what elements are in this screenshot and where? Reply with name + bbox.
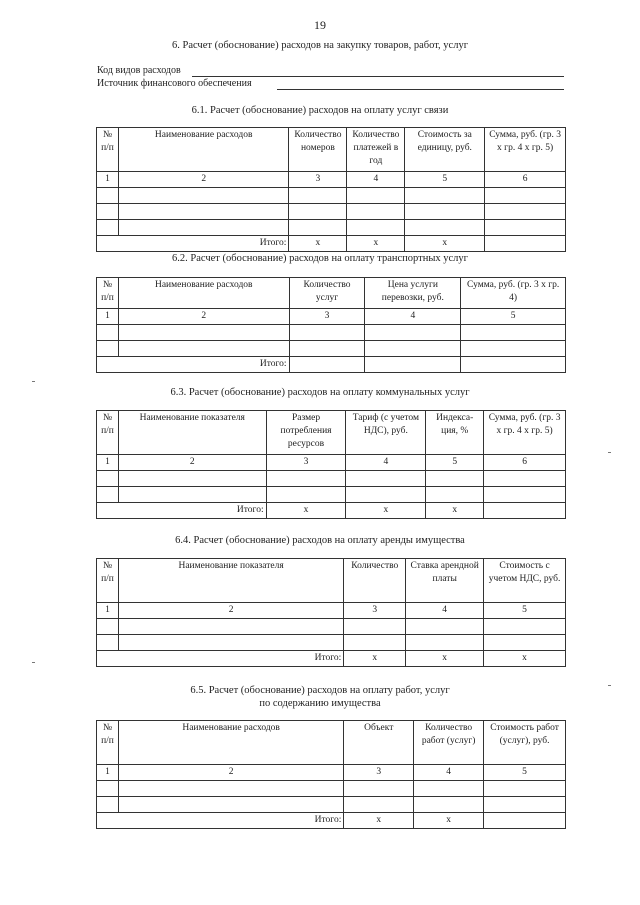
table-cell[interactable] (118, 634, 343, 650)
table-cell[interactable] (118, 618, 343, 634)
table-cell[interactable] (289, 187, 347, 203)
column-number: 6 (485, 172, 566, 188)
funding-source-label: Источник финансового обеспечения (97, 78, 252, 89)
table-cell[interactable] (484, 486, 566, 502)
page-number: 19 (314, 18, 326, 32)
total-mark: х (484, 650, 566, 666)
table-cell[interactable] (405, 219, 485, 235)
table-cell[interactable] (118, 340, 289, 356)
table-cell[interactable] (344, 634, 406, 650)
funding-source-line (277, 89, 564, 90)
table-cell[interactable] (97, 780, 119, 796)
column-number: 6 (484, 455, 566, 471)
total-mark: х (426, 502, 484, 518)
header-cell: Количество номеров (289, 128, 347, 172)
total-value-cell[interactable] (365, 356, 461, 372)
table-cell[interactable] (97, 634, 119, 650)
column-number: 1 (97, 765, 119, 781)
table-cell[interactable] (118, 187, 288, 203)
total-mark: х (414, 812, 484, 828)
total-value-cell[interactable] (485, 235, 566, 251)
table-cell[interactable] (289, 340, 365, 356)
column-number-row (97, 455, 566, 471)
total-label: Итого: (97, 235, 289, 251)
table-cell[interactable] (485, 203, 566, 219)
table-cell[interactable] (97, 470, 119, 486)
column-number: 1 (97, 603, 119, 619)
table-cell[interactable] (118, 780, 343, 796)
header-cell: Количество работ (услуг) (414, 721, 484, 765)
column-number-row (97, 309, 566, 325)
table-cell[interactable] (118, 470, 266, 486)
table-cell[interactable] (461, 340, 566, 356)
total-row (97, 235, 566, 251)
column-number: 2 (118, 309, 289, 325)
column-number: 1 (97, 172, 119, 188)
column-number-row (97, 603, 566, 619)
header-cell: Наименование расходов (118, 278, 289, 309)
section-6-1-title: 6.1. Расчет (обоснование) расходов на оплату услуг связи (191, 105, 449, 116)
table-cell[interactable] (405, 203, 485, 219)
column-number: 4 (365, 309, 461, 325)
table-cell[interactable] (347, 187, 405, 203)
header-cell: Индекса- ция, % (426, 411, 484, 455)
table-cell[interactable] (289, 324, 365, 340)
table-cell[interactable] (484, 618, 566, 634)
table-row (97, 618, 566, 634)
header-cell: Количество платежей в год (347, 128, 405, 172)
scan-speck (608, 452, 611, 453)
table-cell[interactable] (406, 618, 484, 634)
header-cell: № п/п (97, 411, 119, 455)
column-number: 5 (484, 765, 566, 781)
column-number: 5 (405, 172, 485, 188)
header-cell: Наименование расходов (118, 128, 288, 172)
scan-speck (32, 381, 35, 382)
header-cell: Стоимость за единицу, руб. (405, 128, 485, 172)
table-cell[interactable] (344, 796, 414, 812)
scan-speck (32, 662, 35, 663)
total-label: Итого: (97, 650, 344, 666)
section-6-5-title-line2: по содержанию имущества (259, 698, 381, 709)
table-cell[interactable] (97, 187, 119, 203)
table-cell[interactable] (97, 486, 119, 502)
column-number: 3 (344, 603, 406, 619)
total-label: Итого: (97, 502, 267, 518)
column-number: 5 (426, 455, 484, 471)
table-cell[interactable] (426, 470, 484, 486)
table-6-2 (96, 277, 566, 373)
total-mark: х (289, 235, 347, 251)
table-cell[interactable] (484, 780, 566, 796)
table-cell[interactable] (97, 618, 119, 634)
scan-speck (608, 685, 611, 686)
header-cell: № п/п (97, 559, 119, 603)
total-mark: х (405, 235, 485, 251)
column-number: 2 (118, 765, 343, 781)
table-cell[interactable] (346, 470, 426, 486)
table-cell[interactable] (118, 796, 343, 812)
header-cell: Стоимость с учетом НДС, руб. (484, 559, 566, 603)
total-mark: х (266, 502, 346, 518)
column-number-row (97, 172, 566, 188)
table-6-5 (96, 720, 566, 829)
table-cell[interactable] (485, 187, 566, 203)
table-cell[interactable] (266, 486, 346, 502)
column-number: 2 (118, 455, 266, 471)
column-number: 1 (97, 455, 119, 471)
table-row (97, 780, 566, 796)
expense-code-line (192, 76, 564, 77)
table-cell[interactable] (484, 796, 566, 812)
header-cell: № п/п (97, 278, 119, 309)
header-cell: Стоимость работ (услуг), руб. (484, 721, 566, 765)
header-cell: Тариф (с учетом НДС), руб. (346, 411, 426, 455)
table-cell[interactable] (97, 796, 119, 812)
table-cell[interactable] (118, 203, 288, 219)
table-cell[interactable] (485, 219, 566, 235)
table-row (97, 340, 566, 356)
column-number: 4 (414, 765, 484, 781)
table-cell[interactable] (344, 618, 406, 634)
table-cell[interactable] (414, 780, 484, 796)
header-cell: Объект (344, 721, 414, 765)
table-cell[interactable] (484, 634, 566, 650)
column-number: 4 (406, 603, 484, 619)
total-label: Итого: (97, 812, 344, 828)
section-6-3-title: 6.3. Расчет (обоснование) расходов на оплату коммунальных услуг (170, 387, 470, 398)
column-number: 5 (461, 309, 566, 325)
table-row (97, 187, 566, 203)
total-value-cell[interactable] (289, 356, 365, 372)
header-cell: Сумма, руб. (гр. 3 х гр. 4 х гр. 5) (484, 411, 566, 455)
table-cell[interactable] (266, 470, 346, 486)
header-cell: Ставка арендной платы (406, 559, 484, 603)
total-value-cell[interactable] (484, 812, 566, 828)
header-cell: Количество (344, 559, 406, 603)
section-6-2-title: 6.2. Расчет (обоснование) расходов на оплату транспортных услуг (172, 253, 468, 264)
table-cell[interactable] (365, 324, 461, 340)
header-cell: Наименование расходов (118, 721, 343, 765)
total-value-cell[interactable] (484, 502, 566, 518)
table-cell[interactable] (405, 187, 485, 203)
table-cell[interactable] (406, 634, 484, 650)
table-6-3 (96, 410, 566, 519)
section-6-5-title-line1: 6.5. Расчет (обоснование) расходов на оплату работ, услуг (190, 685, 450, 696)
table-cell[interactable] (365, 340, 461, 356)
header-cell: № п/п (97, 128, 119, 172)
table-cell[interactable] (289, 219, 347, 235)
header-cell: Размер потребления ресурсов (266, 411, 346, 455)
total-row (97, 650, 566, 666)
table-row (97, 634, 566, 650)
header-cell: Наименование показателя (118, 559, 343, 603)
total-mark: х (344, 650, 406, 666)
table-cell[interactable] (118, 486, 266, 502)
column-number: 1 (97, 309, 119, 325)
header-cell: Цена услуги перевозки, руб. (365, 278, 461, 309)
header-cell: Сумма, руб. (гр. 3 х гр. 4 х гр. 5) (485, 128, 566, 172)
column-number: 3 (344, 765, 414, 781)
header-cell: Наименование показателя (118, 411, 266, 455)
main-title: 6. Расчет (обоснование) расходов на закупку товаров, работ, услуг (171, 40, 468, 51)
table-cell[interactable] (97, 219, 119, 235)
table-row (97, 203, 566, 219)
header-cell: Количество услуг (289, 278, 365, 309)
table-cell[interactable] (344, 780, 414, 796)
table-cell[interactable] (414, 796, 484, 812)
section-6-4-title: 6.4. Расчет (обоснование) расходов на оплату аренды имущества (175, 535, 465, 546)
table-cell[interactable] (97, 340, 119, 356)
table-6-1 (96, 127, 566, 252)
total-mark: х (344, 812, 414, 828)
table-cell[interactable] (118, 219, 288, 235)
total-row (97, 356, 566, 372)
table-cell[interactable] (347, 203, 405, 219)
table-cell[interactable] (484, 470, 566, 486)
column-number: 2 (118, 603, 343, 619)
table-cell[interactable] (347, 219, 405, 235)
total-mark: х (346, 502, 426, 518)
column-number-row (97, 765, 566, 781)
total-row (97, 812, 566, 828)
table-cell[interactable] (426, 486, 484, 502)
table-row (97, 219, 566, 235)
column-number: 4 (347, 172, 405, 188)
header-cell: № п/п (97, 721, 119, 765)
column-number: 3 (266, 455, 346, 471)
column-number: 2 (118, 172, 288, 188)
column-number: 3 (289, 172, 347, 188)
table-row (97, 486, 566, 502)
total-value-cell[interactable] (461, 356, 566, 372)
total-mark: х (347, 235, 405, 251)
table-6-4 (96, 558, 566, 667)
table-row (97, 324, 566, 340)
table-row (97, 470, 566, 486)
total-row (97, 502, 566, 518)
table-cell[interactable] (118, 324, 289, 340)
header-cell: Сумма, руб. (гр. 3 х гр. 4) (461, 278, 566, 309)
table-cell[interactable] (289, 203, 347, 219)
table-cell[interactable] (97, 324, 119, 340)
table-cell[interactable] (346, 486, 426, 502)
table-cell[interactable] (461, 324, 566, 340)
total-mark: х (406, 650, 484, 666)
table-cell[interactable] (97, 203, 119, 219)
table-row (97, 796, 566, 812)
expense-code-label: Код видов расходов (97, 65, 181, 76)
column-number: 3 (289, 309, 365, 325)
column-number: 4 (346, 455, 426, 471)
column-number: 5 (484, 603, 566, 619)
total-label: Итого: (97, 356, 290, 372)
